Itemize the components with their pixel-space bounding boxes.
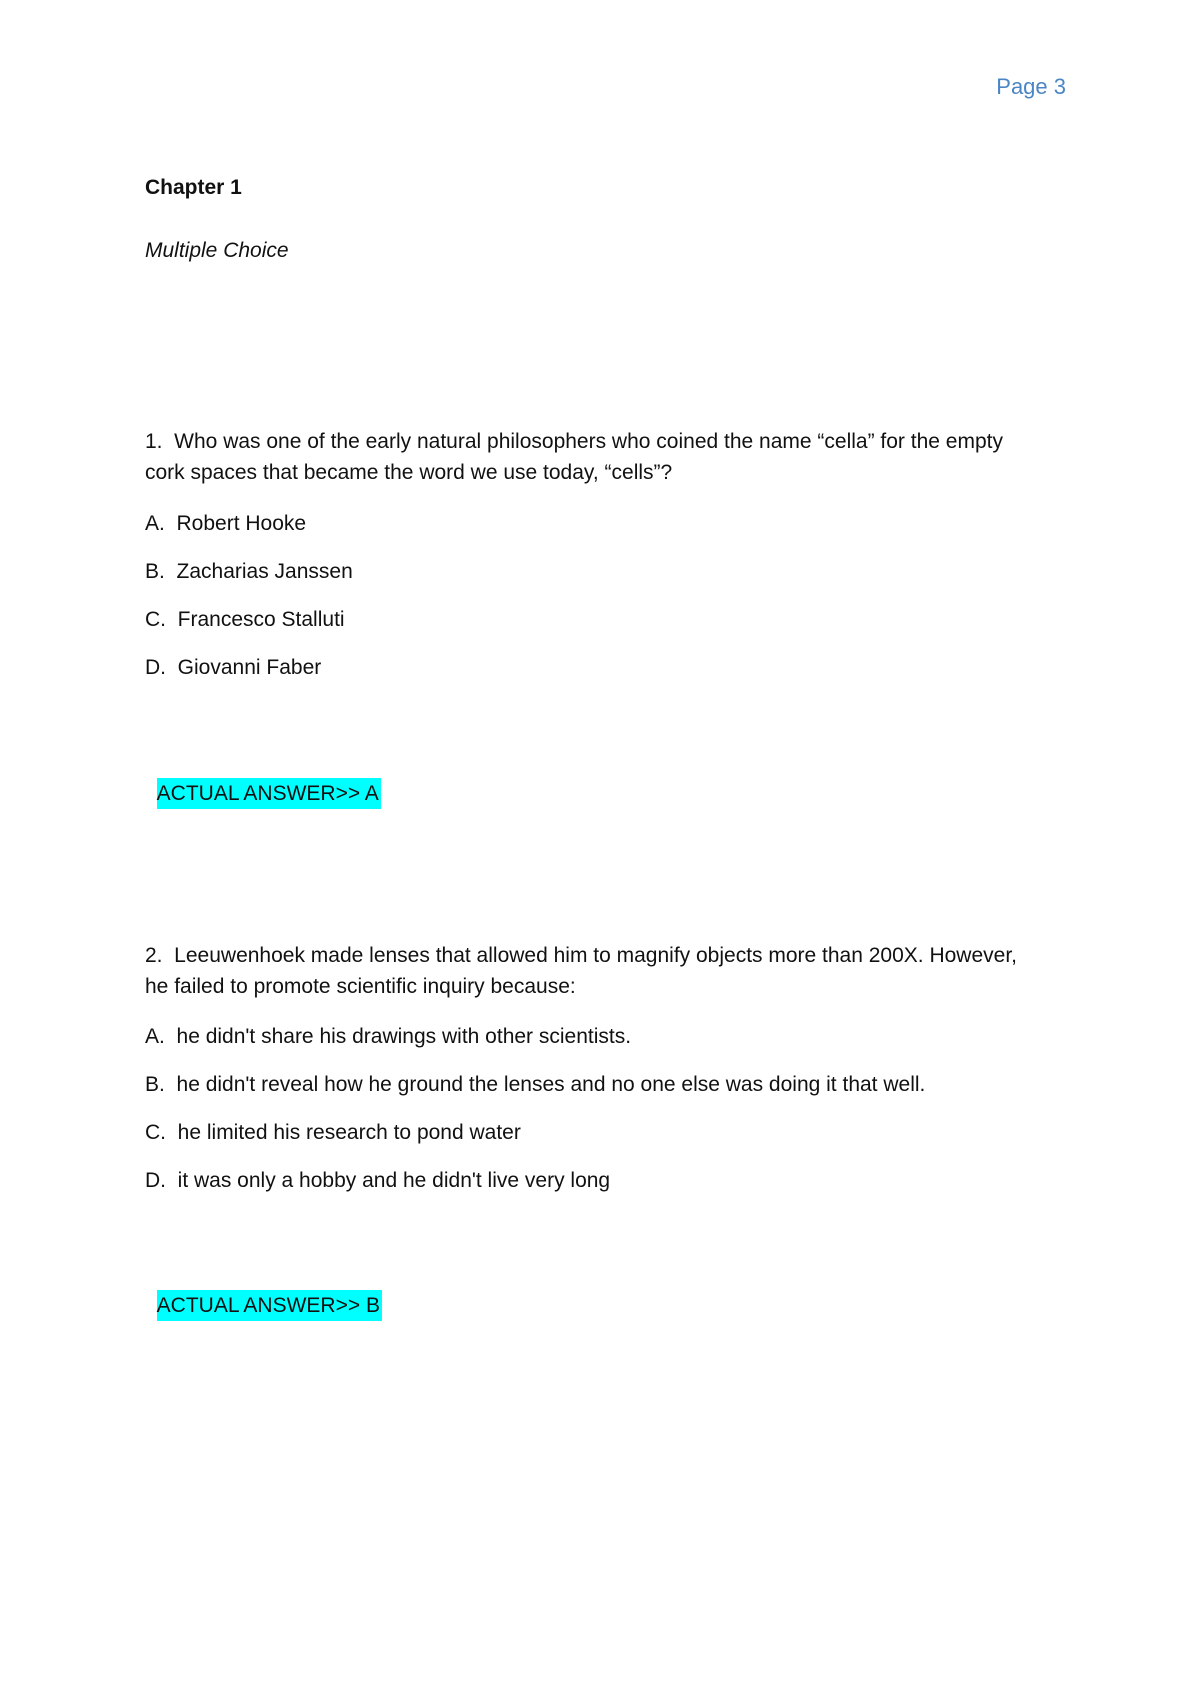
question-2-option-a: A. he didn't share his drawings with other scientists. <box>145 1025 632 1048</box>
question-2-answer-row <box>145 1259 1045 1321</box>
question-2-text: 2. Leeuwenhoek made lenses that allowed him to magnify objects more than 200X. However, he failed to promote scientific inquiry because: <box>145 944 1023 998</box>
question-1-option-c: C. Francesco Stalluti <box>145 608 345 631</box>
question-2-option-d: D. it was only a hobby and he didn't live very long <box>145 1169 611 1192</box>
question-2-option-c: C. he limited his research to pond water <box>145 1121 521 1144</box>
question-2-option-b: B. he didn't reveal how he ground the lenses and no one else was doing it that well. <box>145 1073 926 1096</box>
question-2-answer: ACTUAL ANSWER>> B <box>157 1290 382 1321</box>
question-1-option-d: D. Giovanni Faber <box>145 656 322 679</box>
question-1-answer-row <box>145 747 1045 809</box>
question-1-option-a: A. Robert Hooke <box>145 512 307 535</box>
question-1-text: 1. Who was one of the early natural philosophers who coined the name “cella” for the empty cork spaces that became the word we use today, “cells”? <box>145 430 1009 484</box>
page-number: Page 3 <box>996 74 1066 99</box>
question-1-option-b: B. Zacharias Janssen <box>145 560 353 583</box>
chapter-title: Chapter 1 <box>145 176 242 199</box>
question-1-answer: ACTUAL ANSWER>> A <box>157 778 381 809</box>
section-label: Multiple Choice <box>145 239 289 262</box>
